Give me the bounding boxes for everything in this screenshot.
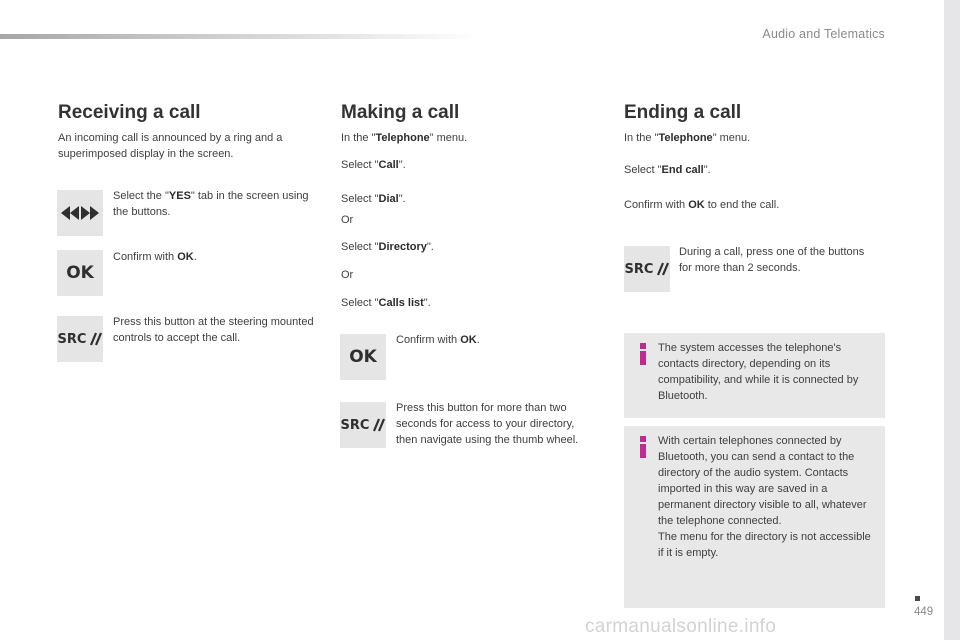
watermark: carmanualsonline.info [585,616,777,637]
making-line-call: Select "Call". [341,159,406,171]
arrows-button-icon [57,190,103,236]
section-title: Audio and Telematics [762,27,885,41]
info-icon [640,343,646,365]
ending-step-press: During a call, press one of the buttons for more than 2 seconds. [679,246,865,274]
info-box-contact-import [624,426,885,608]
info-paragraph-import: With certain telephones connected by Bluetooth, you can send a contact to the directory of the audio system. Contacts imported in this way are saved in a permanent directory visible to all, whatever the telephone connected. [658,435,867,527]
phone-slash-icon [655,262,669,276]
phone-slash-icon [88,332,102,346]
info-box-directory-access [624,333,885,418]
receiving-intro: An incoming call is announced by a ring and a superimposed display in the screen. [58,132,283,160]
page-number: 449 [914,606,934,618]
info-paragraph-empty: The menu for the directory is not accessible if it is empty. [658,531,871,559]
page-marker [915,596,920,601]
making-or-2: Or [341,269,354,281]
receiving-title: Receiving a call [58,102,201,123]
src-phone-button-icon: SRC [340,402,386,448]
making-step-confirm: Confirm with OK. [396,334,480,346]
src-phone-button-icon: SRC [624,246,670,292]
ending-line-confirm: Confirm with OK to end the call. [624,199,780,211]
making-line-calls-list: Select "Calls list". [341,297,431,309]
ending-line-end-call: Select "End call". [624,164,711,176]
header-gradient-bar [0,34,480,39]
ending-title: Ending a call [624,102,742,123]
making-title: Making a call [341,102,460,123]
making-line-directory: Select "Directory". [341,241,434,253]
phone-slash-icon [371,418,385,432]
making-step-directory: Press this button for more than two seconds for access to your directory, then navigate using the thumb wheel. [396,402,579,446]
src-phone-button-icon: SRC [57,316,103,362]
making-line-telephone: In the "Telephone" menu. [341,132,468,144]
making-or-1: Or [341,214,354,226]
info-icon [640,436,646,458]
making-line-dial: Select "Dial". [341,193,406,205]
receiving-step-select-yes: Select the "YES" tab in the screen using the buttons. [113,190,309,218]
info-text-directory-access: The system accesses the telephone's contacts directory, depending on its compatibility, and while it is connected by Bluetooth. [658,342,859,402]
page-edge-strip [944,0,960,640]
info-text-contact-import [658,433,875,561]
ending-line-telephone: In the "Telephone" menu. [624,132,751,144]
receiving-step-steering: Press this button at the steering mounted controls to accept the call. [113,316,314,344]
ok-button-icon: OK [57,250,103,296]
receiving-step-confirm: Confirm with OK. [113,251,197,263]
ok-button-icon: OK [340,334,386,380]
